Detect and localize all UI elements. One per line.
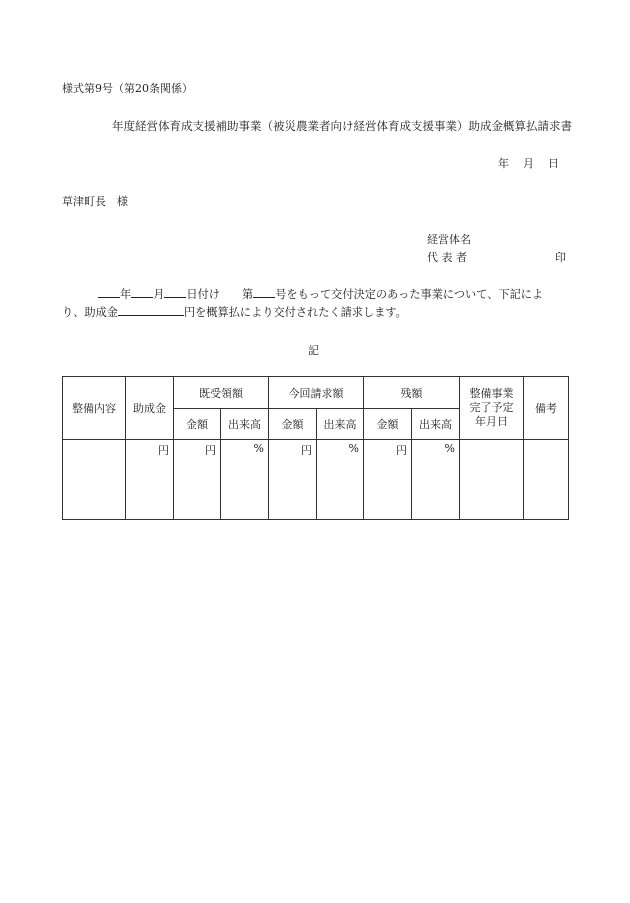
subheader-received-amount: 金額: [174, 409, 221, 440]
header-remarks: 備考: [524, 377, 569, 440]
cell-completion-date: [460, 440, 524, 520]
subheader-remaining-amount: 金額: [364, 409, 412, 440]
subheader-current-amount: 金額: [269, 409, 317, 440]
form-number: 様式第9号（第20条関係）: [62, 82, 193, 95]
ki-heading: 記: [308, 344, 319, 357]
request-text-line1: 年 月 日付け 第 号をもって交付決定のあった事業について、下記によ: [98, 286, 543, 302]
header-grant: 助成金: [126, 377, 174, 440]
cell-current-progress-unit: %: [317, 440, 364, 520]
cell-current-amount-unit: 円: [269, 440, 317, 520]
subheader-received-progress: 出来高: [221, 409, 269, 440]
date-month: 月: [523, 157, 534, 170]
date-line: [498, 155, 559, 171]
entity-name-label: 経営体名: [427, 233, 471, 246]
cell-remaining-amount-unit: 円: [364, 440, 412, 520]
addressee: 草津町長 様: [62, 195, 128, 208]
subheader-current-progress: 出来高: [317, 409, 364, 440]
representative-label: 代 表 者: [427, 251, 467, 264]
blank-year: [98, 286, 120, 298]
cell-grant-unit: 円: [126, 440, 174, 520]
blank-number: [253, 286, 275, 298]
cell-remarks: [524, 440, 569, 520]
document-title: 年度経営体育成支援補助事業（被災農業者向け経営体育成支援事業）助成金概算払請求書: [112, 119, 572, 133]
cell-received-progress-unit: %: [221, 440, 269, 520]
date-day: 日: [548, 157, 559, 170]
blank-grant-amount: [118, 304, 184, 316]
cell-content: [63, 440, 126, 520]
header-remaining: 残額: [364, 377, 460, 409]
subheader-remaining-progress: 出来高: [412, 409, 460, 440]
request-table: [62, 376, 569, 520]
blank-month: [131, 286, 153, 298]
header-current: 今回請求額: [269, 377, 364, 409]
header-row: [63, 377, 569, 409]
blank-day: [164, 286, 186, 298]
cell-remaining-progress-unit: %: [412, 440, 460, 520]
cell-received-amount-unit: 円: [174, 440, 221, 520]
header-completion-date: 整備事業 完了予定 年月日: [460, 377, 524, 440]
seal-mark: 印: [555, 251, 566, 264]
date-year: 年: [498, 157, 509, 170]
header-received: 既受領額: [174, 377, 269, 409]
data-row: [63, 440, 569, 520]
header-content: 整備内容: [63, 377, 126, 440]
request-text-line2: り、助成金 円を概算払により交付されたく請求します。: [62, 306, 407, 319]
